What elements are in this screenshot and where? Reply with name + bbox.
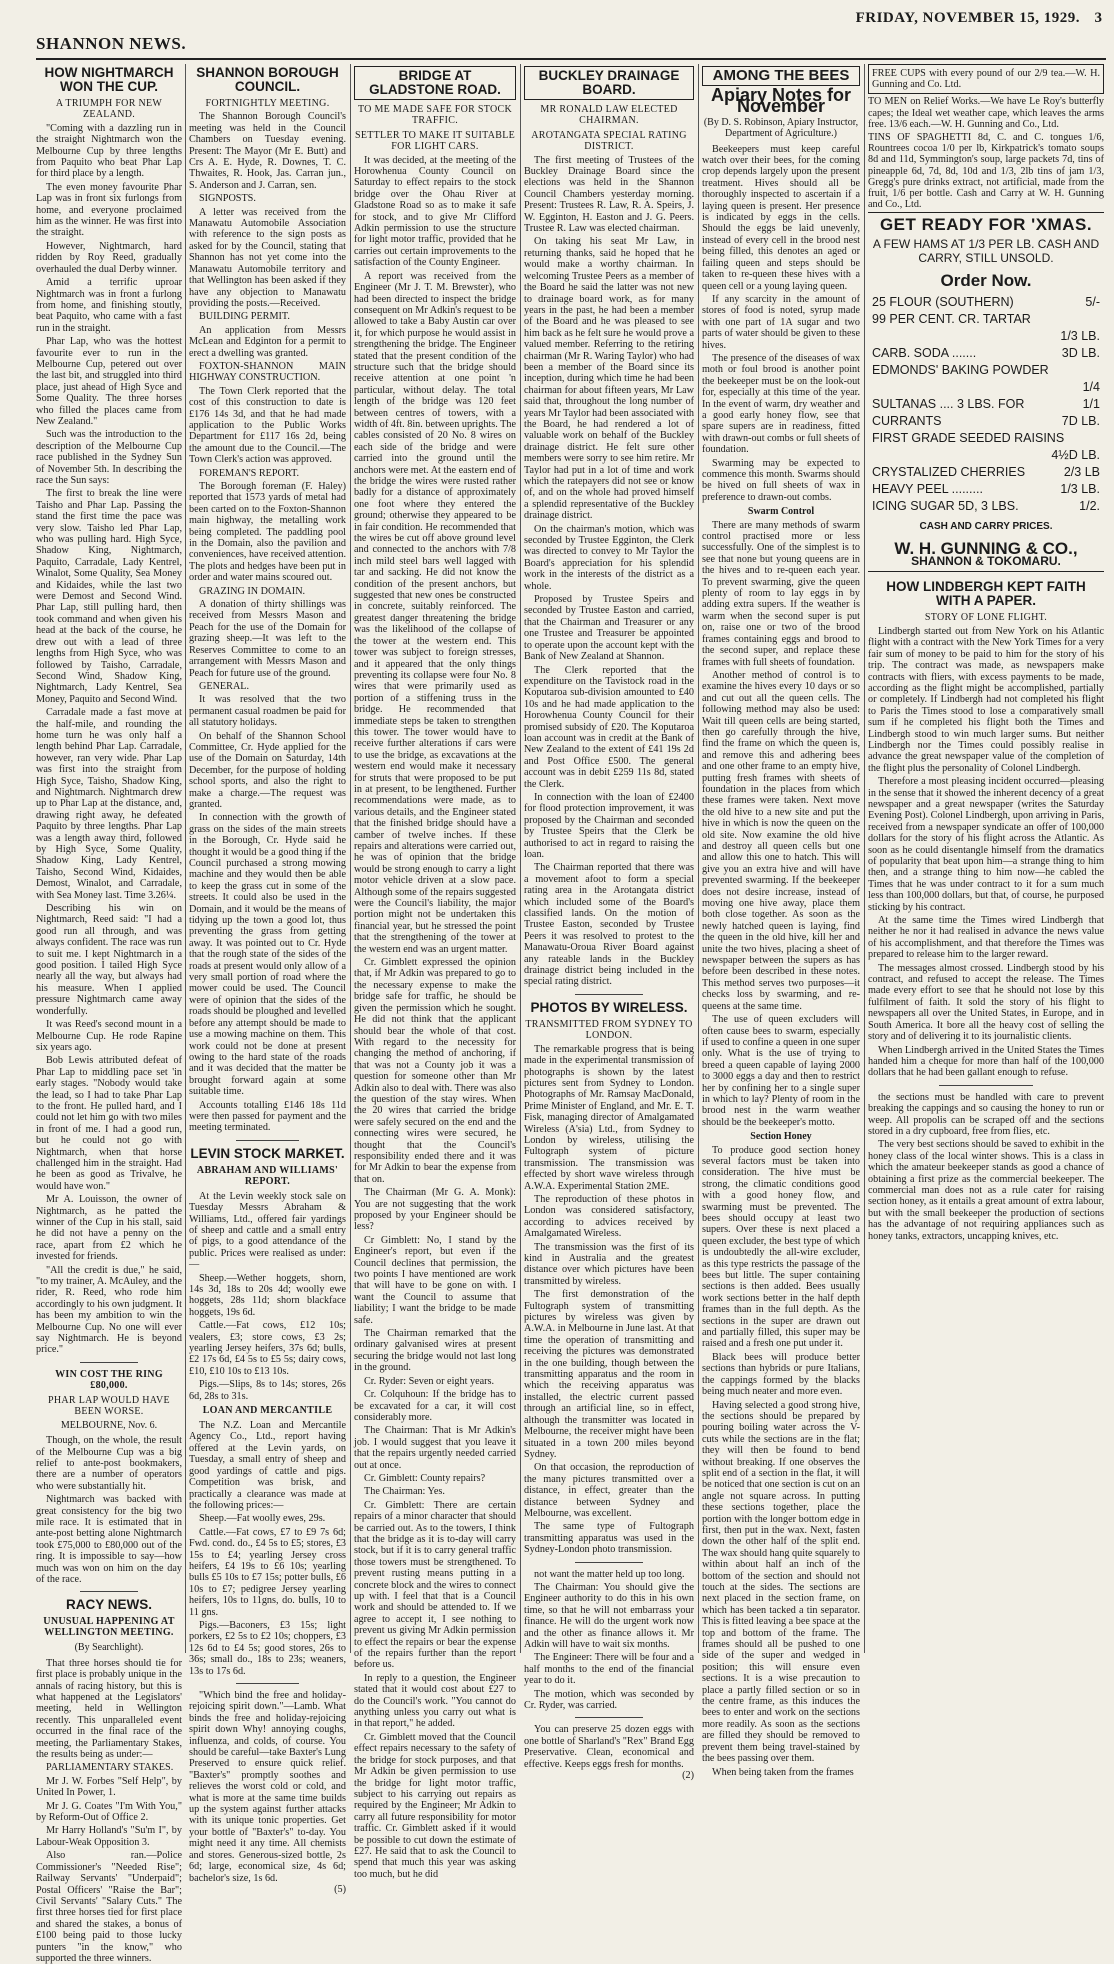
paragraph: In reply to a question, the Engineer stated that it would cost about £27 to do the Council's work. "You cannot do anything unless you carry out what is in that report," he added. bbox=[354, 1672, 516, 1730]
advert-free-cups: FREE CUPS with every pound of our 2/9 tea.—W. H. Gunning and Co. Ltd. bbox=[868, 64, 1104, 94]
paragraph: In connection with the loan of £2400 for flood protection improvement, it was proposed by the Chairman and seconded by Trustee Speirs that the Clerk be authorised to act in regard to raising the loan. bbox=[524, 791, 694, 860]
advert-cash-carry: CASH AND CARRY PRICES. bbox=[919, 521, 1053, 533]
column-rule bbox=[698, 64, 699, 1653]
paragraph: The first meeting of Trustees of the Buckley Drainage Board since the elections was held in the Shannon Council Chambers yesterday morning. Present: Trustees R. Law, R. A. Speirs, J. W. Egginton, H. Easton and J. G. Peers. Trustee R. Law was elected chairman. bbox=[524, 154, 694, 235]
paragraph: "Coming with a dazzling run in the straight Nightmarch won the Melbourne Cup by three lengths from Paquito who beat Phar Lap for third place by a length. bbox=[36, 122, 182, 180]
price-row bbox=[868, 294, 1104, 311]
paragraph: Cattle.—Fat cows, £12 10s; vealers, £3; store cows, £3 2s; yearling Jersey heifers, 37s 6d; bulls, £2 17s 6d, £4 5s to £5 5s; dairy cows, £10, £10 10s to £13 10s. bbox=[189, 1320, 346, 1377]
price-value: 1/4 bbox=[1082, 380, 1100, 395]
paragraph: Swarming may be expected to commence this month. Swarms should be hived on full sheets of wax in preference to drawn-out combs. bbox=[702, 457, 860, 503]
paragraph: On that occasion, the reproduction of the many pictures transmitted over a distance, in effect, greater than the distance between Sydney and Melbourne, was excellent. bbox=[524, 1462, 694, 1519]
advert-spaghetti: TINS OF SPAGHETTI 8d, C. and C. tongues 1/6, Rountrees cocoa 1/0 per lb, Kirkpatrick's tomato soups 8d and 11d, Symmington's soup, large packets 7d, tins of pineapple 6d, 7d, 8d, 10d and 1/3, 2lb tins of jam 1/3, Gregg's pure drinks extract, not artificial, made from the fruit, 1/6 per bottle. Cash and Carry at W. H. Gunning and Co., Ltd. bbox=[868, 132, 1104, 211]
paragraph: The Chairman reported that there was a movement afoot to form a special rating area in the Arotangata district which included some of the Board's classified lands. On the motion of Trustee Easton, seconded by Trustee Peers it was resolved to protest to the Manawatu-Oroua River Board against any rateable lands in the Buckley drainage district being included in the special rating district. bbox=[524, 862, 694, 988]
separator bbox=[575, 1562, 643, 1563]
paragraph: Beekeepers must keep careful watch over their bees, for the coming crop depends largely upon the present treatment. Hives should all be thoroughly inspected to ascertain if a laying queen is present. Her presence is indicated by eggs in the cells. Should the eggs be laid unevenly, instead of every cell in the brood nest being filled, this denotes an aged or failing queen and steps should be taken to re-queen these hives with a queen cell or a young laying queen. bbox=[702, 143, 860, 292]
article-subtitle: TRANSMITTED FROM SYDNEY TO LONDON. bbox=[525, 1018, 693, 1042]
column-rule bbox=[350, 64, 351, 1653]
paragraph: Black bees will produce better sections than hybrids or pure Italians, the cappings formed by the blacks being much neater and more even. bbox=[702, 1351, 860, 1398]
paragraph: Lindbergh started out from New York on his Atlantic flight with a contract with the New York Times for a very fair sum of money to be paid to him for the story of his trip. The contract was made, as newspapers make contracts with fliers, with excess payments to be made, according as the flight might be accomplished, partially or completely. If Lindbergh had not completed his flight to Paris the Times stood to lose a comparatively small sum if he completed his flight both the Times and Lindbergh stood to win much larger sums. But neither Lindbergh nor the Times could possibly realise in advance the great newspaper value of the completion of the flight plus the personality of Colonel Lindbergh. bbox=[868, 625, 1104, 774]
price-value: 1/3 LB. bbox=[1060, 482, 1100, 497]
paragraph: Mr J. W. Forbes "Self Help", by United In Power, 1. bbox=[36, 1775, 182, 1799]
price-value: 3D LB. bbox=[1061, 346, 1100, 361]
paragraph: Mr Harry Holland's "Su'm I", by Labour-Weak Opposition 3. bbox=[36, 1825, 182, 1848]
advert-text: "Which bind the free and holiday-rejoicing spirit down."—Lamb. What binds the free and holiday-rejoicing spirit down Why! annoying coughs, influenza, and colds, of course. You should be careful—take Baxter's Lung Preserved to ensure quick relief. "Baxter's" promptly soothes and relieves the worst cold or cold, and what is more at the same time builds up the system against further attacks with its unique tonic properties. Get your bottle of "Baxter's" to-day. You might need it any time. All chemists and stores. Generous-sized bottle, 2s 6d; large, economical size, 4s 6d; bachelor's size, 1s 6d. bbox=[189, 1690, 346, 1884]
paragraph: An application from Messrs McLean and Edginton for a permit to erect a dwelling was granted. bbox=[189, 324, 346, 359]
separator bbox=[939, 1085, 1033, 1086]
price-item: CURRANTS bbox=[872, 414, 942, 429]
paragraph: The messages almost crossed. Lindbergh stood by his contract, and refused to accept the release. The Times made every effort to see that he should not lose by this fulfilment of faith. It sold the story of his flight to newspapers all over the United States, in Europe, and in South America. It bore all the heavy cost of selling the story and of delivering it to its journalistic clients. bbox=[868, 962, 1104, 1043]
price-item: EDMONDS' BAKING POWDER bbox=[872, 363, 1049, 378]
price-value: 5/- bbox=[1085, 295, 1100, 310]
paragraph: The use of queen excluders will often cause bees to swarm, especially if used to confine a queen in one super only. What is the use of trying to breed a queen capable of laying 2000 to 3000 eggs a day and then to restrict her by confining her to a single super in which to lay? Plenty of room in the brood nest in the warm weather should be the beekeeper's motto. bbox=[702, 1014, 860, 1128]
paragraph: Another method of control is to examine the hives every 10 days or so and cut out all the queen cells. The following method may also be used: Wait till queen cells are being started, then go carefully through the hive, find the frame on which the queen is, and remove this and adhering bees and one other frame to an empty hive, putting fresh frames with sheets of foundation in the places from which these frames were taken. Next move the old hive to a new site and put the hive in which is now the queen on the old site. Now examine the old hive and destroy all queen cells but one and allow this one to hatch. This will give you an extra hive and will have prevented swarming. If the beekeeper does not desire increase, instead of moving one hive away, place them both close together. As soon as the newly hatched queen is laying, find the queen in the old hive, kill her and unite the two hives, placing a sheet of newspaper between the supers as has before been described in these notes. This method serves two purposes—it checks loss by swarming, and re-queens at the same time. bbox=[702, 669, 860, 1012]
masthead: SHANNON NEWS. bbox=[36, 34, 187, 53]
column-rule bbox=[864, 64, 865, 1653]
paragraph: Mr A. Louisson, the owner of Nightmarch, as he patted the winner of the Cup in his stall, said he did not have a penny on the race, apart from £2 which he invested for friends. bbox=[36, 1194, 182, 1263]
column-2 bbox=[189, 64, 346, 1895]
paragraph: Cr. Gimblett expressed the opinion that, if Mr Adkin was prepared to go to the necessary expense to make the bridge safe for traffic, he should be given the permission which he sought. He did not think that the applicant should bear the whole of that cost. With regard to the necessity for changing the method of anchoring, if that was not a County job it was a question for someone other than Mr Adkin also to deal with. There was also the question of the stay wires. When the 20 wires that carried the bridge were safely secured on the end and the connecting wires were secured, he thought that the Council's responsibility ended there and it was for Mr Adkin to bear the expense from that on. bbox=[354, 957, 516, 1185]
price-row bbox=[868, 362, 1104, 379]
section-heading: Swarm Control bbox=[747, 506, 815, 518]
advert-order-now: Order Now. bbox=[940, 270, 1032, 290]
price-value: 4½D LB. bbox=[1051, 448, 1100, 463]
paragraph: The Shannon Borough Council's meeting was held in the Council Chambers on Tuesday evening. Present: The Mayor (Mr E. Butt) and Crs A. E. Hyde, R. Downes, T. C. Thwaites, R. Hook, Jas. Carran jun., S. Anderson and J. Carran, sen. bbox=[189, 111, 346, 191]
article-body bbox=[36, 1435, 182, 1585]
paragraph: The reproduction of these photos in London was considered satisfactory, according to advices received by Amalgamated Wireless. bbox=[524, 1193, 694, 1240]
price-item: 25 FLOUR (SOUTHERN) bbox=[872, 295, 1014, 310]
article-subtitle: ABRAHAM AND WILLIAMS' REPORT. bbox=[196, 1164, 339, 1187]
paragraph: The first to break the line were Taisho and Phar Lap. Passing the stand the first time the pace was very slow. Taisho led Phar Lap, who was pulling hard. High Syce, Shadow King, Nightmarch, Paquito, Carradale, Lady Kentrel, Winalot, Some Quality, Sea Money and Kidaides, while the last two were Demost and Second Wind. Phar Lap, still pulling hard, then took command and when given his head at the back of the course, he drew out with a lead of three lengths from High Syce, who was followed by Taisho, Carradale, Second Wind, Shadow King, Nightmarch, Lady Kentrel, Sea Money, Paquito and Second Wind. bbox=[36, 488, 182, 705]
price-row bbox=[868, 413, 1104, 430]
paragraph: Carradale made a fast move at the half-mile, and rounding the home turn he was only half a length behind Phar Lap. Carradale, however, ran very wide. Phar Lap was first into the straight from High Syce, Taisho, Shadow King, and Nightmarch. Nightmarch drew up to Phar Lap at the distance, and, drawing right away, he defeated Paquito by three lengths. Phar Lap was a length away third, followed by High Syce, Some Quality, Shadow King, Lady Kentrel, Taisho, Second Wind, Kidaides, Demost, Winalot, and Carradale, with Sea Money last. Time 3.26¼. bbox=[36, 707, 182, 901]
paragraph: The first demonstration of the Fultograph system of transmitting pictures by wireless was given by A.W.A. in Melbourne in June last. At that time the operation of transmitting and receiving the pictures was demonstrated in the one building, though between the transmitting apparatus and the room in which the receiving apparatus was installed, the electric current passed through an artificial line, so in effect, although the transmitter was located in Melbourne, the receiver might have been situated in a town 200 miles beyond Sydney. bbox=[524, 1289, 694, 1460]
continued-article bbox=[868, 1092, 1104, 1242]
advert-towns: SHANNON & TOKOMARU. bbox=[911, 554, 1061, 569]
paragraph: Also ran.—Police Commissioner's "Needed Rise"; Railway Servants' "Underpaid"; Postal Officers' "Raise the Bar"; Civil Servants' "Salary Cuts." The first three horses tied for first place and shared the stakes, a bonus of £100 being paid to those lucky punters "in the know," who supported the three winners. bbox=[36, 1850, 182, 1964]
column-4 bbox=[524, 64, 694, 1782]
price-item: SULTANAS .... 3 LBS. FOR bbox=[872, 397, 1025, 412]
column-3 bbox=[354, 64, 516, 1880]
advert-number: (5) bbox=[334, 1883, 346, 1895]
paragraph: GRAZING IN DOMAIN. bbox=[199, 585, 306, 597]
paragraph: Describing his win on Nightmarch, Reed said: "I had a good run all through, and was always confident. The race was run to suit me. I kept Nightmarch in a good position. I tailed High Syce nearly all the way, but always had his measure. When I applied pressure Nightmarch came away wonderfully. bbox=[36, 903, 182, 1017]
column-6 bbox=[868, 64, 1104, 1655]
price-value: 2/3 LB bbox=[1063, 465, 1100, 480]
advert-firm: W. H. GUNNING & CO., bbox=[894, 538, 1078, 558]
article-subtitle: TO ME MADE SAFE FOR STOCK TRAFFIC. bbox=[357, 104, 513, 127]
article-subtitle: AROTANGATA SPECIAL RATING DISTRICT. bbox=[531, 129, 687, 153]
article-subtitle: PHAR LAP WOULD HAVE BEEN WORSE. bbox=[48, 1394, 170, 1418]
header-rule bbox=[36, 58, 1106, 60]
paragraph: On taking his seat Mr Law, in returning thanks, said he hoped that he would make a worthy chairman. In welcoming Trustee Peers as a member of the Board he said the latter was not new to drainage board work, as for many years in the past, he had been a member of the Board and he was pleased to see him back as he felt sure he would prove a valued member. Referring to the retiring chairman (Mr R. Waring Taylor) who had been a member of the Board since its inception, during which time he had been chairman for about fifteen years, Mr Law said that, throughout the long number of years Mr Taylor had been associated with the Board, he had rendered a lot of valuable work on behalf of the Buckley drainage district. He felt sure other members were sorry to see him retire. Mr Taylor had put in a lot of time and work which the ratepayers did not see or know of, and on the whole had proved himself a splendid representative of the Buckley drainage district. bbox=[524, 236, 694, 522]
article-subtitle: SETTLER TO MAKE IT SUITABLE FOR LIGHT CARS. bbox=[354, 129, 516, 153]
paragraph: Having selected a good strong hive, the sections should be prepared by pouring boiling water across the V-cuts while the sections are in the flat; they will then be found to bend without breaking. If one observes the split end of a section in the flat, it will be noticed that one section is cut on an angle not square across. In putting these sections together, place the portion with the longer bottom edge in first, then put in the wax. Next, fasten down the other half of the split end. The wax should hang quite squarely to within about half an inch of the bottom of the section and should not touch at the sides. The sections are next placed in the section frame, on which has been tacked a tin separator. This is fitted leaving a bee space at the top and bottom of the frame. The frames should all be pushed to one side of the super and wedged in position; this will ensure even sections. It is a wise precaution to place a partly filled section or so in the centre frame, as this induces the bees to enter and work on the sections more readily. As soon as the sections are filled they should be removed to prevent them being travel-stained by the bees passing over them. bbox=[702, 1399, 860, 1765]
paragraph: A donation of thirty shillings was received from Messrs Mason and Peach for the use of the Domain for grazing sheep.—It was left to the Reserves Committee to come to an arrangement with Messrs Mason and Peach for future use of the ground. bbox=[189, 599, 346, 679]
price-value: 1/1 bbox=[1082, 397, 1100, 412]
price-value: 1/2. bbox=[1079, 499, 1100, 514]
paragraph: FOXTON-SHANNON MAIN HIGHWAY CONSTRUCTION. bbox=[189, 360, 346, 384]
paragraph: Cr. Ryder: Seven or eight years. bbox=[364, 1375, 495, 1387]
article-body bbox=[36, 1658, 182, 1964]
article-body bbox=[702, 520, 860, 1129]
paragraph: At the same time the Times wired Lindbergh that neither he nor it had realised in advance the news value of his accomplishment, and that therefore the Times was prepared to release him to the larger reward. bbox=[868, 915, 1104, 961]
paragraph: "All the credit is due," he said, "to my trainer, A. McAuley, and the rider, R. Reed, who rode him accordingly to his own judgment. It has been my ambition to win the Melbourne Cup. No one will ever say Nightmarch. He is beyond price." bbox=[36, 1264, 182, 1356]
article-title: HOW LINDBERGH KEPT FAITH WITH A PAPER. bbox=[886, 579, 1086, 609]
separator bbox=[236, 1683, 299, 1684]
paragraph: Sheep.—Wether hoggets, shorn, 14s 3d, 18s to 20s 4d; woolly ewe hoggets, 28s 11d; shorn blackface hoggets, 19s 6d. bbox=[189, 1272, 346, 1318]
paragraph: The transmission was the first of its kind in Australia and the greatest distance over which pictures have been transmitted by wireless. bbox=[524, 1241, 694, 1287]
paragraph: In connection with the growth of grass on the sides of the main streets in the Borough, Cr. Hyde said he thought it would be a good thing if the Council purchased a strong mowing machine and they would then be able to keep the grass cut in some of the streets. It could also be used in the Domain, and it would be the means of tidying up the town a good lot, thus preventing the grass from getting away. It was pointed out to Cr. Hyde that the rough state of the sides of the roads at present would only allow of a very small portion of road where the mower could be used. The Council were of opinion that the sides of the roads should be ploughed and levelled before any attempt should be made to use a mowing machine on them. This work could not be done at present owing to the hard state of the roads and it was decided that the matter be brought forward again at some suitable time. bbox=[189, 812, 346, 1098]
paragraph: The Engineer: There will be four and a half months to the end of the financial year to do it. bbox=[524, 1652, 694, 1687]
paragraph: A report was received from the Engineer (Mr J. T. M. Brewster), who had been directed to inspect the bridge consequent on Mr Adkin's request to be allowed to take a Baby Austin car over it, for which purpose he would assist in strengthening the bridge. The Engineer stated that the present condition of the structure such that the bridge should receive attention at one point 'n particular, without delay. The total length of the bridge was 120 feet between centres of towers, with a width of 4ft. 8in. between uprights. The cables consisted of 20 No. 8 wires on each side of the bridge and were carried into the ground until the anchors were met. At the eastern end of the bridge the wires were rusted rather badly for a distance of approximately one foot where they entered the ground; otherwise they appeared to be in fair condition. He recommended that the wires be cut off above ground level and connected to the anchors with 7/8 inch mild steel bars well lagged with tar and sacking. He did not know the condition of the present anchors, but suggested that new ones be constructed in concrete, suitably reinforced. The greatest danger threatening the bridge was the likelihood of the collapse of the tower at the western end. This tower was subject to foreign stresses, and it appeared that the only things preventing its collapse were four No. 8 wires that were primarily used as portion of a stiffening truss in the bridge. He recommended that immediate steps be taken to strengthen this tower. The tower would have to receive further alterations if cars were to use the bridge, as excavations at the western end would make it necessary for struts that were proposed to be put in at present, to be lengthened. Further recommendations were made, as to various details, and the Engineer stated that the finished bridge should have a camber of twelve inches. If these repairs and alterations were carried out, he was of opinion that the bridge would be strong enough to carry a light motor vehicle driven at a slow pace. Although some of the repairs suggested were the Council's liability, the major portion might not be undertaken this financial year, but he stressed the point that the strengthening of the tower at the western end was an urgent matter. bbox=[354, 270, 516, 955]
price-row bbox=[868, 345, 1104, 362]
price-item: ICING SUGAR 5D, 3 LBS. bbox=[872, 499, 1019, 514]
section-heading: LOAN AND MERCANTILE bbox=[202, 1405, 333, 1417]
paragraph: The Chairman: You should give the Engineer authority to do this in his own time, so that he will not embarrass your finance. He will do the urgent work now and the other as finance allows it. Mr Adkin will have to wait six months. bbox=[524, 1581, 694, 1650]
paragraph: Bob Lewis attributed defeat of Phar Lap to middling pace set 'in early stages. "Nobody would take the lead, so I had to take Phar Lap to the front. He pulled hard, and I could not let him go with two miles in front of me. I had a good run, but he could not go with Nightmarch, when that horse challenged him in the straight. Had he been as good as Trivalve, he would have won." bbox=[36, 1055, 182, 1192]
paragraph: The Chairman: Yes. bbox=[364, 1486, 445, 1498]
paragraph: Mr J. G. Coates "I'm With You," by Reform-Out of Office 2. bbox=[36, 1800, 182, 1824]
price-list bbox=[868, 294, 1104, 515]
price-row bbox=[868, 430, 1104, 447]
article-subtitle: FORTNIGHTLY MEETING. bbox=[205, 98, 330, 109]
article-title: BUCKLEY DRAINAGE BOARD. bbox=[524, 66, 694, 100]
paragraph: The Clerk reported that the expenditure on the Tavistock road in the Koputaroa sub-division amounted to £40 10s and he had made application to the Horowhenua County Council for their promised subsidy of £20. The Koputaroa loan account was in credit at the Bank of New Zealand to the extent of £41 19s 2d and Post Office £500. The general account was in debit £259 11s 8d, stated the Clerk. bbox=[524, 664, 694, 790]
paragraph: The remarkable progress that is being made in the experimental transmission of photographs is shown by the latest pictures sent from Sydney to London. Photographs of Mr. Ramsay MacDonald, Prime Minister of England, and Mr. E. T. Fisk, managing director of Amalgamated Wireless (A'sia) Ltd., from Sydney to London by wireless, utilising the Fultograph system of picture transmission. The transmission was effected by short wave wireless through A.W.A. Experimental Station 2ME. bbox=[524, 1043, 694, 1192]
article-title: HOW NIGHTMARCH WON THE CUP. bbox=[44, 65, 174, 94]
paragraph: Cr. Gimblett moved that the Council effect repairs necessary to the safety of the bridge for stock purposes, and that Mr Adkin be given permission to use the bridge for light motor traffic, subject to his carrying out repairs as required by the Engineer; Mr Adkin to carry all future responsibility for motor traffic. Cr. Gimblett asked if it would be possible to cut down the estimate of £27. He said that to ask the Council to spend that much this year was asking too much, but he did bbox=[354, 1731, 516, 1880]
article-subtitle: STORY OF LONE FLIGHT. bbox=[924, 612, 1048, 624]
price-value: 7D LB. bbox=[1061, 414, 1100, 429]
paragraph: To produce good section honey several factors must be taken into consideration. The hive must be strong, the climatic conditions good with a good honey flow, and swarming must be prevented. The bees should occupy at least two supers. Over these is next placed a queen excluder, the best type of which is undoubtedly the all-wire excluder, as this type restricts the passage of the bees but little. The super containing sections is then added. Bees usually work sections better in the half depth frames than in the full depth. As the sections in the super are drawn out and partially filled, this super may be raised and a fresh one put under it. bbox=[702, 1144, 860, 1350]
separator bbox=[575, 1717, 643, 1718]
paragraph: Therefore a most pleasing incident occurred—pleasing in the sense that it showed the inherent decency of a great newspaper and a great newspaper (writes the Saturday Evening Post). Colonel Lindbergh, upon arriving in Paris, received from a newspaper syndicate an offer of 100,000 dollars for the story of his flight across the Atlantic. As soon as he could disentangle himself from the dramatics of popularity that beat upon him—a strange thing to him then, and a strange thing to him now—he cabled the Times that he was under contract to it for a sum much less than 100,000 dollars, but that, of course, he purposed sticking by his contract. bbox=[868, 776, 1104, 913]
paragraph: Proposed by Trustee Speirs and seconded by Trustee Easton and carried, that the Chairman and Treasurer or any one Trustee and Treasurer be appointed to operate upon the account kept with the Bank of New Zealand at Shannon. bbox=[524, 594, 694, 663]
article-title: PHOTOS BY WIRELESS. bbox=[530, 999, 688, 1015]
article-body bbox=[702, 1145, 860, 1778]
paragraph: Cr Gimblett: No, I stand by the Engineer's report, but even if the Council declines that permission, the two points I have mentioned are work that will have to be gone on with. I want the Council to assume that liability; I want the bridge to be made safe. bbox=[354, 1234, 516, 1326]
article-subtitle: A TRIUMPH FOR NEW ZEALAND. bbox=[55, 98, 163, 121]
paragraph: Cr. Gimblett: County repairs? bbox=[364, 1472, 486, 1484]
section-heading: Section Honey bbox=[750, 1131, 812, 1143]
article-title: WIN COST THE RING £80,000. bbox=[55, 1368, 163, 1391]
separator bbox=[236, 1140, 299, 1141]
paragraph: When Lindbergh arrived in the United States the Times handed him a cheque for more than half of the 100,000 dollars that he had been gallant enough to refuse. bbox=[868, 1044, 1104, 1079]
article-title: Apiary Notes for November bbox=[710, 85, 852, 117]
paragraph: If any scarcity in the amount of stores of food is noted, syrup made with one part of 1A sugar and two parts of water should be given to these hives. bbox=[702, 293, 860, 351]
price-row bbox=[868, 328, 1104, 345]
page-number: 3 bbox=[1094, 10, 1102, 26]
issue-date: FRIDAY, NOVEMBER 15, 1929. bbox=[855, 10, 1080, 26]
paragraph: On behalf of the Shannon School Committee, Cr. Hyde applied for the use of the Domain on Saturday, 14th December, for the purpose of holding school sports, and also the right to make a charge.—The request was granted. bbox=[189, 730, 346, 810]
paragraph: However, Nightmarch, hard ridden by Roy Reed, gradually overhauled the dual Derby winner. bbox=[36, 240, 182, 275]
continued-article bbox=[524, 1569, 694, 1712]
paragraph: Cr. Colquhoun: If the bridge has to be excavated for a car, it will cost considerably more. bbox=[354, 1389, 516, 1423]
paragraph: Amid a terrific uproar Nightmarch was in front a furlong from home, and finishing stoutly, beat Paquito, who came with a fast run in the straight. bbox=[36, 277, 182, 334]
paragraph: The presence of the diseases of wax moth or foul brood is another point the beekeeper must be on the look-out for, especially at this time of the year. In the event of warm, dry weather and a good early honey flow, see that spare supers are in readiness, fitted with drawn-out combs or full sheets of foundation. bbox=[702, 352, 860, 456]
article-title: BRIDGE AT GLADSTONE ROAD. bbox=[354, 66, 516, 100]
advert-number: (2) bbox=[682, 1770, 694, 1782]
paragraph: Pigs.—Slips, 8s to 14s; stores, 26s 6d, 28s to 31s. bbox=[189, 1379, 346, 1402]
paragraph: Pigs.—Baconers, £3 15s; light porkers, £2 5s to £2 10s; choppers, £3 12s 6d to £4 5s; good stores, 26s to 36s; small do., 18s to 23s; weaners, 13s to 17s 6d. bbox=[189, 1619, 346, 1677]
paragraph: SIGNPOSTS. bbox=[199, 193, 256, 205]
paragraph: The same type of Fultograph transmitting apparatus was used in the Sydney-London photo transmission. bbox=[524, 1521, 694, 1556]
price-row bbox=[868, 464, 1104, 481]
paragraph: It was decided, at the meeting of the Horowhenua County Council on Saturday to effect repairs to the stock bridge over the Ohau River at Gladstone Road so as to make it safe for stock, and to give Mr Clifford Adkin permission to use the structure for light motor traffic, provided that he carries out certain improvements to the satisfaction of the County Engineer. bbox=[354, 154, 516, 269]
paragraph: Accounts totalling £146 18s 11d were then passed for payment and the meeting terminated. bbox=[189, 1099, 346, 1134]
price-row bbox=[868, 481, 1104, 498]
advert-baxters bbox=[189, 1690, 346, 1895]
paragraph: not want the matter held up too long. bbox=[534, 1568, 685, 1580]
article-title: LEVIN STOCK MARKET. bbox=[190, 1145, 345, 1161]
column-rule bbox=[520, 64, 521, 1653]
paragraph: Though, on the whole, the result of the Melbourne Cup was a big relief to ante-post bookmakers, there are a number of operators who were substantially hit. bbox=[36, 1435, 182, 1492]
paragraph: At the Levin weekly stock sale on Tuesday Messrs Abraham & Williams, Ltd., offered fair yardings of sheep and cattle and a small entry of pigs, to a good attendance of the public. Prices were realised as under:— bbox=[189, 1190, 346, 1271]
paragraph: It was resolved that the two permanent casual roadmen be paid for all statutory holidays. bbox=[189, 694, 346, 729]
paragraph: The Chairman (Mr G. A. Monk): You are not suggesting that the work proposed by your Engineer should be less? bbox=[354, 1187, 516, 1233]
paragraph: Phar Lap, who was the hottest favourite ever to run in the Melbourne Cup, petered out over the last bit, and struggled into third place, just ahead of High Syce and Some Quality. The three horses who filled the places came from New Zealand." bbox=[36, 336, 182, 427]
column-5 bbox=[702, 64, 860, 1778]
paragraph: There are many methods of swarm control practised more or less successfully. One of the simplest is to see that none but young queens are in the hives and to re-queen each year. To prevent swarming, give the queen plenty of room to lay eggs in by adding extra supers. If the weather is warm when the second super is put on, raise one or two of the brood frames containing eggs and brood to the second super, and replace these frames with full sheets of foundation. bbox=[702, 519, 860, 668]
article-subtitle: MR RONALD LAW ELECTED CHAIRMAN. bbox=[540, 104, 678, 127]
price-item: CRYSTALIZED CHERRIES bbox=[872, 465, 1026, 480]
advert-text: You can preserve 25 dozen eggs with one bottle of Sharland's "Rex" Brand Egg Preservative. Clean, economical and effective. Keeps eggs fresh for months. bbox=[524, 1724, 694, 1770]
paragraph: Cattle.—Fat cows, £7 to £9 7s 6d; Fwd. cond. do., £4 5s to £5; stores, £3 15s to £4; yearling Jersey cross heifers, £4 19s to £6 10s; yearling bulls £5 10s to £7 15s; potter bulls, £6 10s to £7; pedigree Jersey yearling heifers, 10s to 11gns, do. bulls, 10 to 11 gns. bbox=[189, 1526, 346, 1618]
paragraph: It was Reed's second mount in a Melbourne Cup. He rode Rapine six years ago. bbox=[36, 1019, 182, 1053]
paragraph: the sections must be handled with care to prevent breaking the cappings and so causing the honey to run or weep. All propolis can be scraped off and the sections stored in a dry cupboard, free from flies, etc. bbox=[868, 1091, 1104, 1137]
paragraph: The Town Clerk reported that the cost of this construction to date is £176 14s 3d, and that he had made application to the Public Works Department for £117 16s 2d, being the amount due to the Council.—The Town Clerk's action was approved. bbox=[189, 385, 346, 466]
section-title: AMONG THE BEES bbox=[702, 66, 860, 86]
column-1 bbox=[36, 64, 182, 1964]
paragraph: A letter was received from the Manawatu Automobile Association with reference to the sign posts as asked for by the Council, stating that Shannon has not yet come into the Manawatu Automobile territory and that Wellington has been asked if they have any objection to Manawatu providing the posts.—Received. bbox=[189, 206, 346, 309]
advert-rex bbox=[524, 1724, 694, 1781]
paragraph: Such was the introduction to the description of the Melbourne Cup race published in the Sydney Sun of November 5th. In describing the race the Sun says: bbox=[36, 429, 182, 486]
price-row bbox=[868, 447, 1104, 464]
paragraph: BUILDING PERMIT. bbox=[199, 311, 290, 323]
article-body bbox=[868, 626, 1104, 1079]
paragraph: The even money favourite Phar Lap was in front six furlongs from home, and everyone proclaimed him as the winner. He was first into the straight. bbox=[36, 181, 182, 239]
article-body bbox=[36, 123, 182, 1356]
advert-gunning bbox=[868, 212, 1104, 572]
article-body bbox=[189, 111, 346, 1133]
paragraph: On the chairman's motion, which was seconded by Trustee Egginton, the Clerk was directed to convey to Mr Taylor the Board's appreciation for his splendid work in the interests of the district as a whole. bbox=[524, 523, 694, 592]
advert-hams: A FEW HAMS AT 1/3 PER LB. CASH AND CARRY, STILL UNSOLD. bbox=[872, 236, 1100, 265]
paragraph: The Chairman: That is Mr Adkin's job. I would suggest that you leave it that the repairs urgently needed carried out at once. bbox=[354, 1425, 516, 1471]
article-body bbox=[189, 1191, 346, 1402]
article-body bbox=[702, 144, 860, 504]
article-body bbox=[354, 155, 516, 1881]
byline: (By Searchlight). bbox=[74, 1642, 144, 1654]
price-row bbox=[868, 379, 1104, 396]
article-body bbox=[524, 1044, 694, 1556]
paragraph: Nightmarch was backed with great consistency for the big two mile race. It is estimated that in ante-post betting alone Nightmarch took £75,000 to £80,000 out of the ring. It is impossible to say—how much was won on him on the day of the race. bbox=[36, 1494, 182, 1585]
paragraph: GENERAL. bbox=[199, 680, 250, 692]
price-item: FIRST GRADE SEEDED RAISINS bbox=[872, 431, 1065, 446]
price-row bbox=[868, 396, 1104, 413]
price-row bbox=[868, 498, 1104, 515]
price-item: HEAVY PEEL ......... bbox=[872, 482, 983, 497]
paragraph: The Borough foreman (F. Haley) reported that 1573 yards of metal had been carted on to the Foxton-Shannon main highway, the metalling work being completed. The paddling pool in the Domain, also the pavilion and conveniences, have received attention. The plots and hedges have been put in order and water mains scoured out. bbox=[189, 481, 346, 584]
article-title: RACY NEWS. bbox=[65, 1597, 152, 1613]
article-body bbox=[189, 1420, 346, 1677]
paragraph: PARLIAMENTARY STAKES. bbox=[46, 1762, 174, 1774]
paragraph: FOREMAN'S REPORT. bbox=[199, 467, 300, 479]
separator bbox=[575, 994, 643, 995]
paragraph: The motion, which was seconded by Cr. Ryder, was carried. bbox=[524, 1688, 694, 1712]
column-rule bbox=[185, 64, 186, 1653]
dateline: MELBOURNE, Nov. 6. bbox=[60, 1419, 158, 1431]
price-row bbox=[868, 311, 1104, 328]
article-title: SHANNON BOROUGH COUNCIL. bbox=[196, 65, 339, 94]
paragraph: Cr. Gimblett: There are certain repairs of a minor character that should be carried out. As to the towers, I think that the bridge as it is to-day will carry stock, but if it is to carry general traffic those towers must be strengthened. To prevent rusting means putting in a concrete block and the wires to connect up with. I feel that that is a Council work and should be attended to. If we agree to accept it, I see nothing to prevent us giving Mr Adkin permission to effect the repairs or bear the expense of the repairs further than the report before us. bbox=[354, 1499, 516, 1671]
price-item: 99 PER CENT. CR. TARTAR bbox=[872, 312, 1031, 327]
paragraph: Sheep.—Fat woolly ewes, 29s. bbox=[199, 1513, 326, 1525]
byline: (By D. S. Robinson, Apiary Instructor, Department of Agriculture.) bbox=[703, 116, 859, 140]
separator bbox=[80, 1591, 138, 1592]
paragraph: The very best sections should be saved to exhibit in the honey class of the local winter shows. This is a class in which the amateur beekeeper stands as good a chance of obtaining a first prize as the commercial beekeeper. The commercial man does not as a rule cater for raising section honey, as it entails a great amount of extra labour, but with the small beekeeper the production of sections has the advantage of not requiring appliances such as honey tanks, extractors, uncapping knives, etc. bbox=[868, 1139, 1104, 1242]
paragraph: That three horses should tie for first place is probably unique in the annals of racing history, but this is what happened at the Legislators' meeting, held in Wellington recently. This unparalleled event occurred in the final race of the meeting, the Parliamentary Stakes, the results being as under:— bbox=[36, 1657, 182, 1761]
paragraph: The N.Z. Loan and Mercantile Agency Co., Ltd., report having offered at the Levin yards, on Tuesday, a small entry of sheep and good yardings of cattle and pigs. Competition was brisk, and practically a clearance was made at the following prices:— bbox=[189, 1420, 346, 1511]
advert-relief-works: TO MEN on Relief Works.—We have Le Roy's butterfly capes; the Ideal wet weather cape, which leaves the arms free. 13/6 each.—W. H. Gunning and Co., Ltd. bbox=[868, 96, 1104, 130]
separator bbox=[80, 1362, 138, 1363]
price-item: CARB. SODA ....... bbox=[872, 346, 977, 361]
article-body bbox=[524, 155, 694, 988]
advert-heading: GET READY FOR 'XMAS. bbox=[879, 215, 1093, 235]
price-value: 1/3 LB. bbox=[1060, 329, 1100, 344]
article-subtitle: UNUSUAL HAPPENING AT WELLINGTON MEETING. bbox=[43, 1616, 175, 1639]
paragraph: The Chairman remarked that the ordinary galvanised wires at present securing the bridge would not last long in the ground. bbox=[354, 1328, 516, 1374]
paragraph: When being taken from the frames bbox=[712, 1766, 854, 1778]
